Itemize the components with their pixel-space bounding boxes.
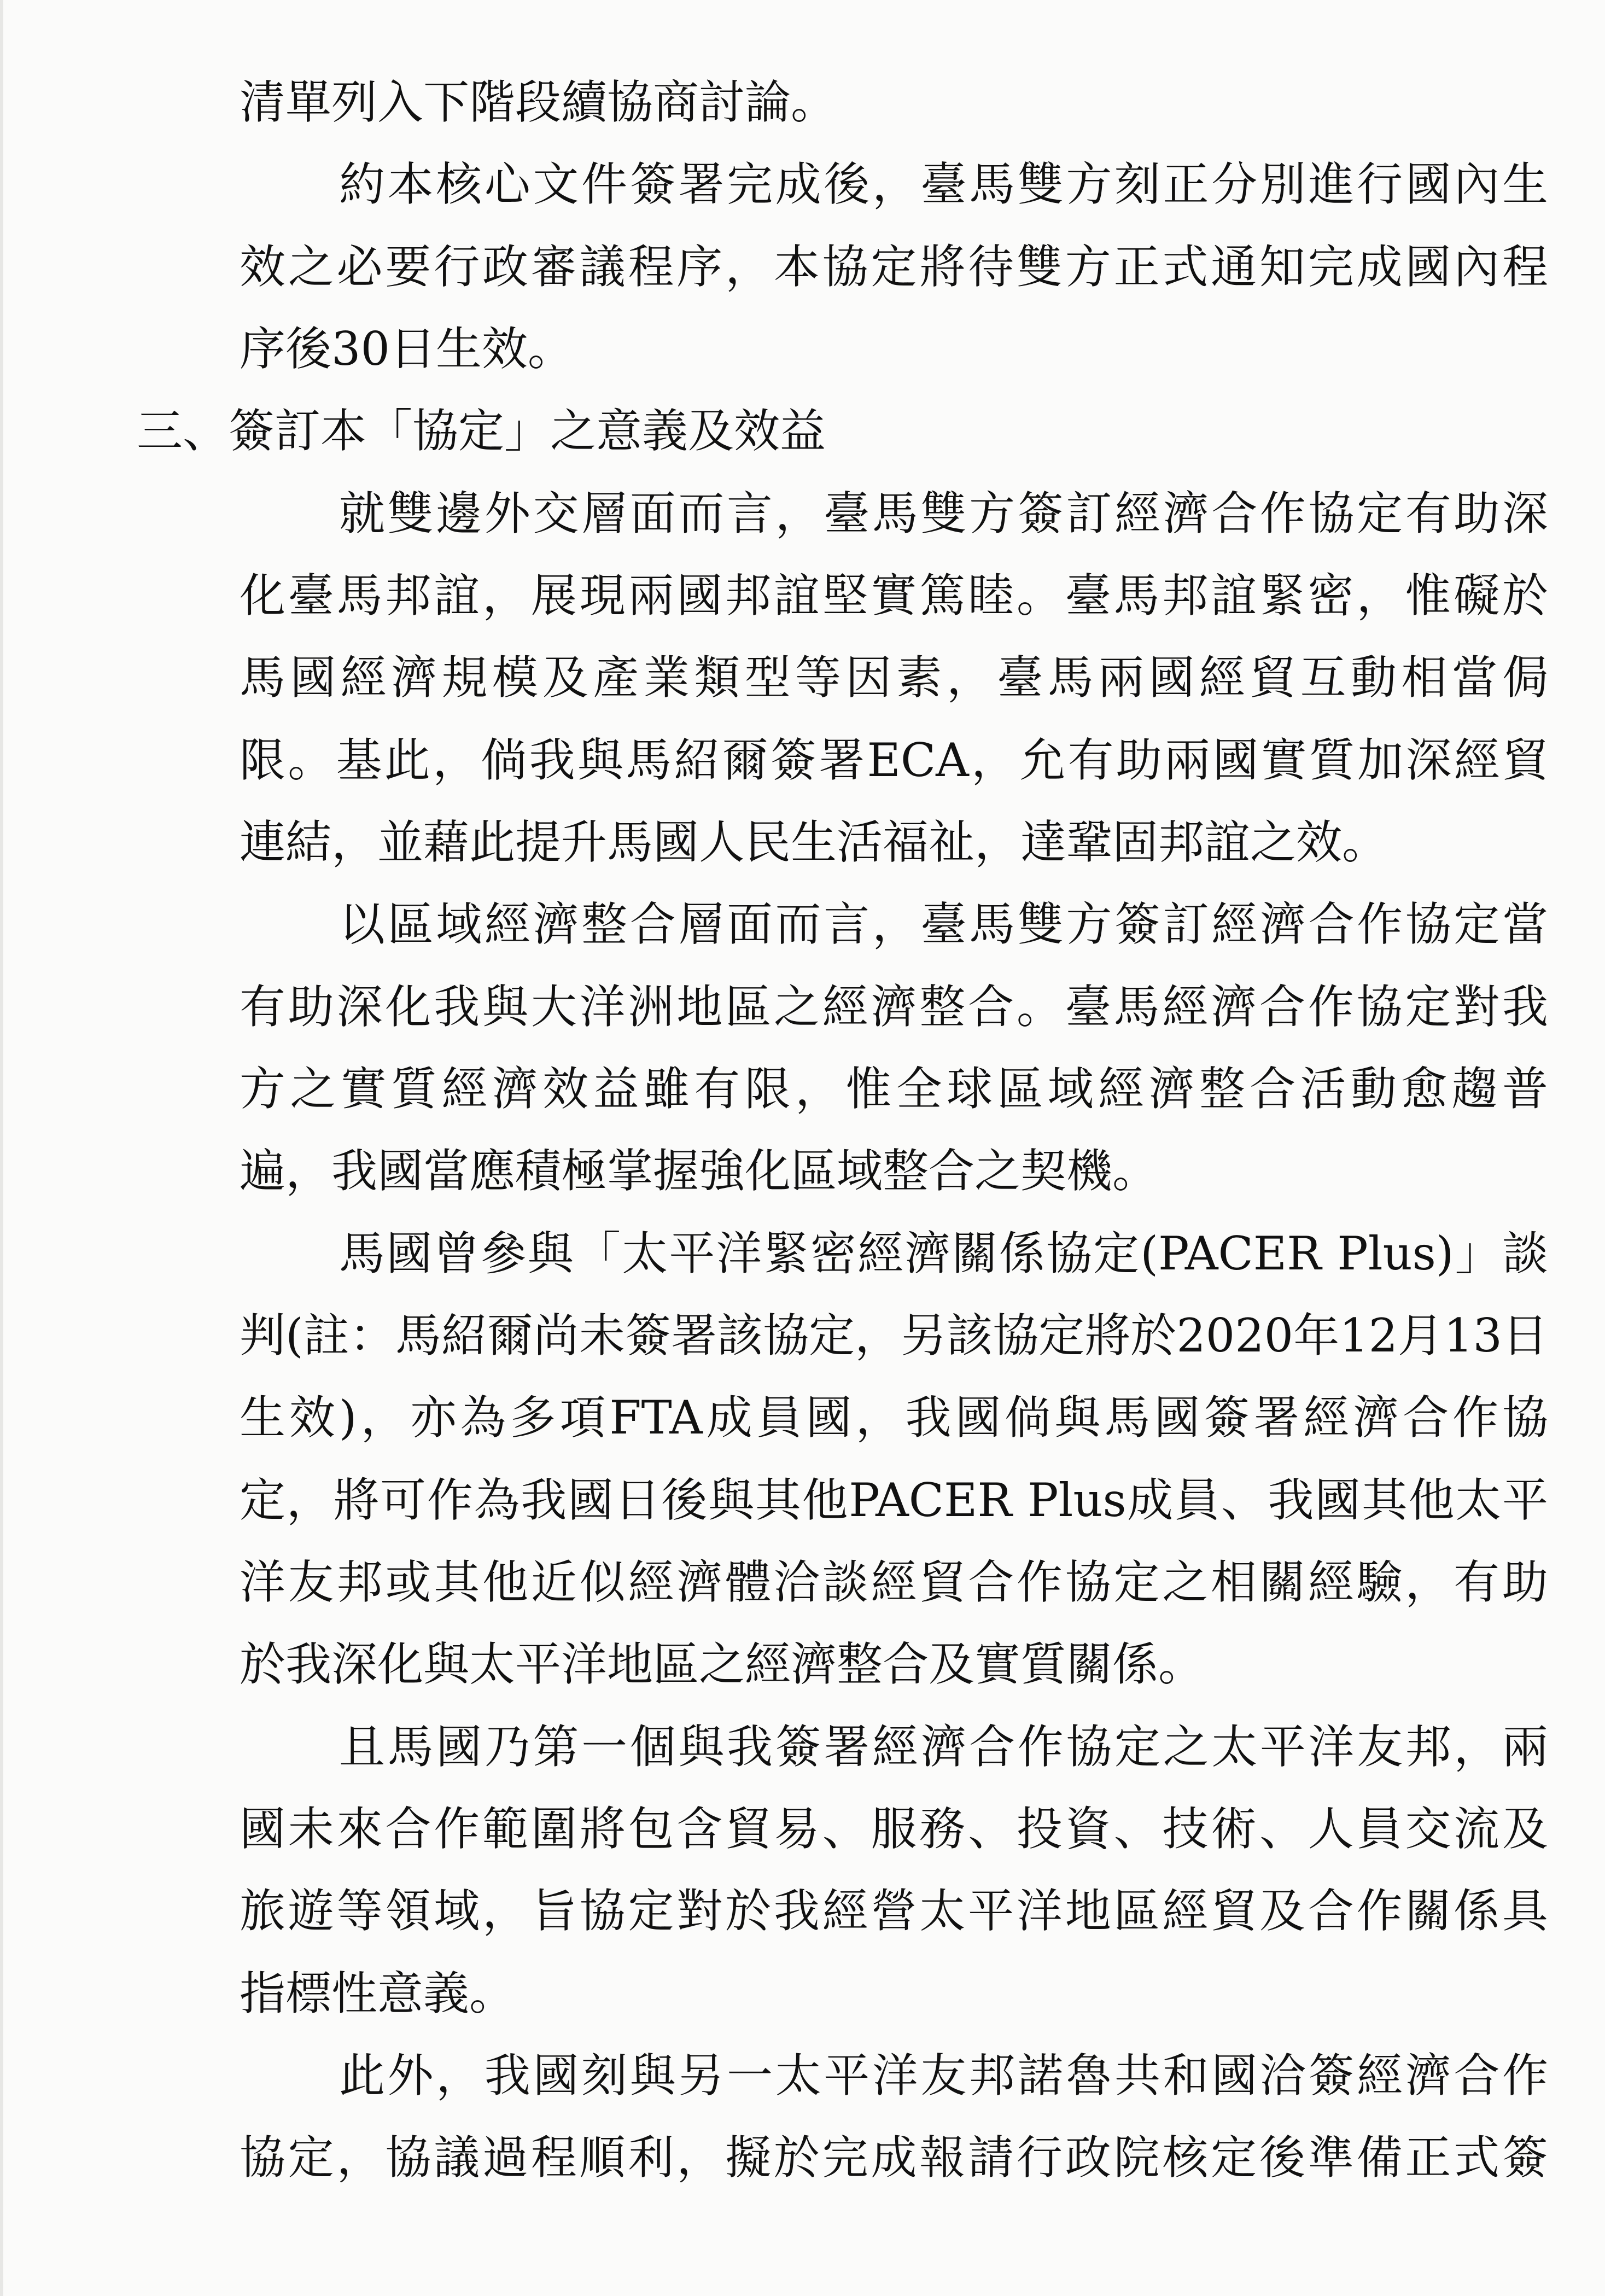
line-text: 序後30日生效。 xyxy=(240,322,574,376)
text-line xyxy=(0,2117,1605,2199)
line-text: 以區域經濟整合層面而言，臺馬雙方簽訂經濟合作協定當 xyxy=(339,898,1548,951)
text-line xyxy=(0,308,1605,390)
text-line xyxy=(0,1788,1605,1870)
text-line xyxy=(0,719,1605,801)
line-text: 方之實質經濟效益雖有限，惟全球區域經濟整合活動愈趨普 xyxy=(240,1062,1548,1116)
text-line xyxy=(0,1706,1605,1788)
text-line xyxy=(0,883,1605,965)
text-line xyxy=(0,1130,1605,1212)
text-line xyxy=(0,637,1605,719)
line-text: 約本核心文件簽署完成後，臺馬雙方刻正分別進行國內生 xyxy=(339,158,1548,211)
text-line xyxy=(0,555,1605,637)
text-line xyxy=(0,473,1605,555)
line-text: 定，將可作為我國日後與其他PACER Plus成員、我國其他太平 xyxy=(240,1473,1548,1527)
line-text: 馬國曾參與「太平洋緊密經濟關係協定(PACER Plus)」談 xyxy=(339,1227,1548,1280)
text-line xyxy=(0,226,1605,308)
line-text: 洋友邦或其他近似經濟體洽談經貿合作協定之相關經驗，有助 xyxy=(240,1555,1548,1609)
line-text: 協定，協議過程順利，擬於完成報請行政院核定後準備正式簽 xyxy=(240,2131,1548,2184)
section-heading-text: 三、簽訂本「協定」之意義及效益 xyxy=(137,404,826,458)
line-text: 國未來合作範圍將包含貿易、服務、投資、技術、人員交流及 xyxy=(240,1802,1548,1856)
text-line xyxy=(0,2035,1605,2117)
line-text: 效之必要行政審議程序，本協定將待雙方正式通知完成國內程 xyxy=(240,240,1548,294)
line-text: 限。基此，倘我與馬紹爾簽署ECA，允有助兩國實質加深經貿 xyxy=(240,733,1548,787)
text-line xyxy=(0,61,1605,143)
line-text: 清單列入下階段續協商討論。 xyxy=(240,75,837,129)
line-text: 有助深化我與大洋洲地區之經濟整合。臺馬經濟合作協定對我 xyxy=(240,980,1548,1034)
line-text: 旅遊等領域，旨協定對於我經營太平洋地區經貿及合作關係具 xyxy=(240,1884,1548,1938)
text-line xyxy=(0,801,1605,883)
text-line xyxy=(0,1541,1605,1623)
line-text: 且馬國乃第一個與我簽署經濟合作協定之太平洋友邦，兩 xyxy=(339,1720,1548,1774)
text-line xyxy=(0,1459,1605,1541)
text-line xyxy=(0,1377,1605,1459)
text-line xyxy=(0,1295,1605,1377)
text-line xyxy=(0,1623,1605,1705)
text-line xyxy=(0,1953,1605,2035)
text-line xyxy=(0,966,1605,1048)
line-text: 遍，我國當應積極掌握強化區域整合之契機。 xyxy=(240,1144,1159,1198)
line-text: 此外，我國刻與另一太平洋友邦諾魯共和國洽簽經濟合作 xyxy=(339,2049,1548,2102)
line-text: 判(註：馬紹爾尚未簽署該協定，另該協定將於2020年12月13日 xyxy=(240,1309,1548,1362)
line-text: 於我深化與太平洋地區之經濟整合及實質關係。 xyxy=(240,1637,1205,1691)
text-line xyxy=(0,1213,1605,1295)
text-line xyxy=(0,1048,1605,1130)
line-text: 連結，並藉此提升馬國人民生活福祉，達鞏固邦誼之效。 xyxy=(240,815,1388,869)
line-text: 指標性意義。 xyxy=(240,1967,516,2020)
line-text: 化臺馬邦誼，展現兩國邦誼堅實篤睦。臺馬邦誼緊密，惟礙於 xyxy=(240,569,1548,622)
line-text: 生效)，亦為多項FTA成員國，我國倘與馬國簽署經濟合作協 xyxy=(240,1391,1548,1444)
section-heading xyxy=(0,390,1605,472)
line-text: 馬國經濟規模及產業類型等因素，臺馬兩國經貿互動相當侷 xyxy=(240,651,1548,704)
text-line xyxy=(0,143,1605,225)
text-line xyxy=(0,1870,1605,1952)
line-text: 就雙邊外交層面而言，臺馬雙方簽訂經濟合作協定有助深 xyxy=(339,487,1548,540)
